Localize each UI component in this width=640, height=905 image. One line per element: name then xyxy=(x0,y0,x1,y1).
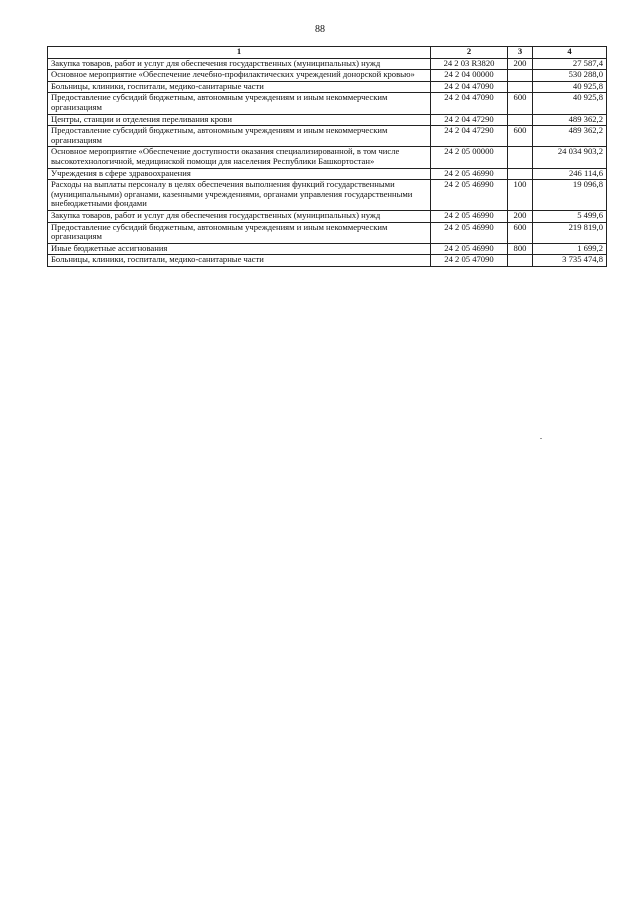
table-header-row xyxy=(48,47,607,59)
row-expense-type: 200 xyxy=(508,210,533,222)
row-code: 24 2 04 47290 xyxy=(431,114,508,126)
row-name: Предоставление субсидий бюджетным, автономным учреждениям и иным некоммерческим организациям xyxy=(48,222,431,243)
row-name: Расходы на выплаты персоналу в целях обеспечения выполнения функций государственными (муниципальными) органами, казенными учреждениями, органами управления государственными внебюджетными фондами xyxy=(48,180,431,211)
column-header-code: 2 xyxy=(431,47,508,59)
column-header-name: 1 xyxy=(48,47,431,59)
row-name: Основное мероприятие «Обеспечение доступности оказания специализированной, в том числе высокотехнологичной, медицинской помощи для населения Республики Башкортостан» xyxy=(48,147,431,168)
row-amount: 530 288,0 xyxy=(533,70,607,82)
row-expense-type: 200 xyxy=(508,58,533,70)
row-name: Закупка товаров, работ и услуг для обеспечения государственных (муниципальных) нужд xyxy=(48,210,431,222)
row-code: 24 2 05 46990 xyxy=(431,210,508,222)
table-row xyxy=(48,255,607,267)
row-amount: 40 925,8 xyxy=(533,93,607,114)
row-expense-type xyxy=(508,70,533,82)
table-row xyxy=(48,58,607,70)
row-code: 24 2 04 00000 xyxy=(431,70,508,82)
row-expense-type xyxy=(508,168,533,180)
row-amount: 1 699,2 xyxy=(533,243,607,255)
row-code: 24 2 05 47090 xyxy=(431,255,508,267)
row-amount: 246 114,6 xyxy=(533,168,607,180)
row-amount: 27 587,4 xyxy=(533,58,607,70)
table-row xyxy=(48,210,607,222)
row-expense-type xyxy=(508,114,533,126)
budget-table xyxy=(47,46,607,267)
row-code: 24 2 05 46990 xyxy=(431,180,508,211)
row-name: Больницы, клиники, госпитали, медико-санитарные части xyxy=(48,81,431,93)
column-header-amount: 4 xyxy=(533,47,607,59)
row-code: 24 2 05 46990 xyxy=(431,243,508,255)
column-header-expense-type: 3 xyxy=(508,47,533,59)
row-code: 24 2 04 47090 xyxy=(431,81,508,93)
row-expense-type: 600 xyxy=(508,93,533,114)
row-amount: 489 362,2 xyxy=(533,114,607,126)
page-number: 88 xyxy=(315,24,325,35)
row-amount: 3 735 474,8 xyxy=(533,255,607,267)
row-code: 24 2 05 00000 xyxy=(431,147,508,168)
row-name: Предоставление субсидий бюджетным, автономным учреждениям и иным некоммерческим организациям xyxy=(48,93,431,114)
row-code: 24 2 05 46990 xyxy=(431,222,508,243)
row-expense-type xyxy=(508,147,533,168)
row-expense-type xyxy=(508,255,533,267)
row-name: Центры, станции и отделения переливания крови xyxy=(48,114,431,126)
row-amount: 40 925,8 xyxy=(533,81,607,93)
row-expense-type: 800 xyxy=(508,243,533,255)
row-expense-type: 600 xyxy=(508,222,533,243)
row-amount: 219 819,0 xyxy=(533,222,607,243)
table-row xyxy=(48,93,607,114)
table-row xyxy=(48,243,607,255)
row-name: Учреждения в сфере здравоохранения xyxy=(48,168,431,180)
table-row xyxy=(48,180,607,211)
row-code: 24 2 04 47290 xyxy=(431,126,508,147)
row-code: 24 2 05 46990 xyxy=(431,168,508,180)
row-code: 24 2 04 47090 xyxy=(431,93,508,114)
row-name: Иные бюджетные ассигнования xyxy=(48,243,431,255)
table-row xyxy=(48,70,607,82)
table-row xyxy=(48,126,607,147)
row-expense-type xyxy=(508,81,533,93)
row-code: 24 2 03 R3820 xyxy=(431,58,508,70)
row-expense-type: 100 xyxy=(508,180,533,211)
table-row xyxy=(48,222,607,243)
row-expense-type: 600 xyxy=(508,126,533,147)
row-amount: 5 499,6 xyxy=(533,210,607,222)
table-row xyxy=(48,114,607,126)
table-row xyxy=(48,168,607,180)
row-name: Основное мероприятие «Обеспечение лечебно-профилактических учреждений донорской кровью» xyxy=(48,70,431,82)
row-amount: 489 362,2 xyxy=(533,126,607,147)
row-name: Больницы, клиники, госпитали, медико-санитарные части xyxy=(48,255,431,267)
row-amount: 19 096,8 xyxy=(533,180,607,211)
scan-speck xyxy=(540,438,542,439)
row-name: Закупка товаров, работ и услуг для обеспечения государственных (муниципальных) нужд xyxy=(48,58,431,70)
table-row xyxy=(48,147,607,168)
row-amount: 24 034 903,2 xyxy=(533,147,607,168)
row-name: Предоставление субсидий бюджетным, автономным учреждениям и иным некоммерческим организациям xyxy=(48,126,431,147)
table-row xyxy=(48,81,607,93)
